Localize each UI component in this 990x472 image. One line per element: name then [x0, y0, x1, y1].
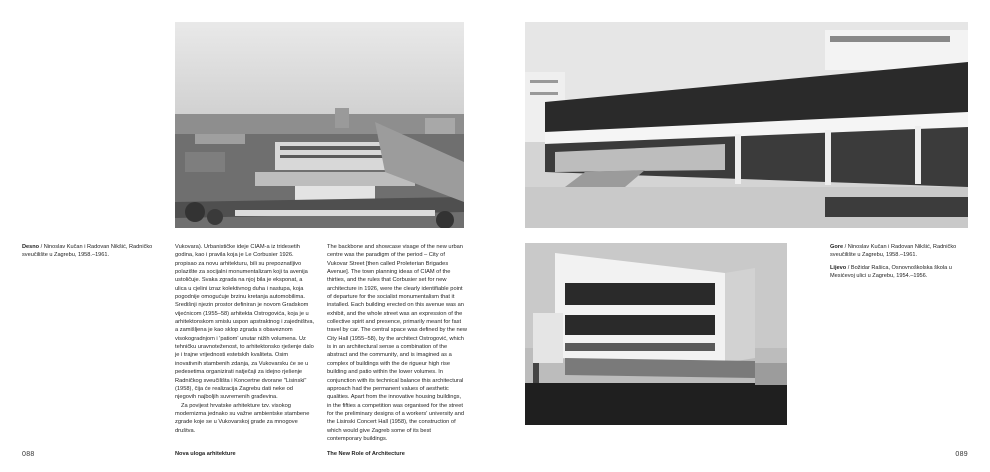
running-title-right: The New Role of Architecture: [327, 451, 405, 457]
concert-hall-photo: [525, 22, 968, 228]
running-title-left: Nova uloga arhitekture: [175, 451, 236, 457]
primary-school-photo: [525, 243, 787, 425]
page-number-left: 088: [22, 451, 35, 458]
caption-key-left: Lijevo: [830, 265, 847, 271]
caption-text-top: / Ninoslav Kučan i Radovan Nikšić, Radničko sveučilište u Zagrebu, 1958.–1961.: [830, 244, 957, 258]
page-number-right: 089: [955, 451, 968, 458]
paragraph: Vukovara). Urbanističke ideje CIAM-a iz tridesetih godina, kao i pravila koja je Le Corbusier 1926. propisao za novu arhitekturu, bili su prepoznatljivo polazište za socijalni monumentalizam koji ta avenija ustoličuje. Svaka zgrada na njoj bila je eksponat, a ulica u cjelini izraz kolektivnog duha i nastupa, koja pogodnije omogućuje brzinu kretanja automobilima. Središnji njezin prostor definiran je novom Gradskom vijećnicom (1955–58) arhitekta Ostrogovića, koja je u arhitektonskom smislu uspon apstraktnog i zajedništva, a zamišljena je kao sklop zgrada s obaveznom visokogradnjom i 'patiom' unutar nižih volumena. Uz tehničku uravnoteženost, to arhitektonsko rješenje dalo je i trajne vrijednosti estetskih kvaliteta. Osim inovativnih stambenih zdanja, za Vukovarsku će se u pedesetima organizirati natječaji za idejno rješenje Radničkog sveučilišta i Koncertne dvorane "Lisinski" (1958), čija će realizacija Zagrebu dati neke od njegovih najboljih suvremenih građevina.: [175, 244, 315, 401]
photo-caption-right: [830, 243, 970, 285]
photo-caption-left: [22, 243, 162, 264]
caption-key-top: Gore: [830, 244, 844, 250]
aerial-city-photo: [175, 22, 464, 228]
body-text-croatian: [175, 243, 315, 435]
paragraph: The backbone and showcase visage of the new urban centre was the paradigm of the period – City of Vukovar Street [then called Proleterian Brigades Avenue]. The town planning ideas of CIAM of the thirties, and the rules that Corbusier set for new architecture in 1926, were the clearly identifiable point of departure for the socialist monumentalism that it installed. Each building erected on this avenue was an exhibit, and the whole street was an expression of the collective spirit and presence, primarily meant for fast travel by car. The central space was defined by the new City Hall (1955–58), by the architect Ostrogović, which is in an architectural sense a combination of the abstract and the community, and is imagined as a complex of buildings with the de rigueur high rise building and patio within the lower volumes. In conjunction with its technical balance this architectural approach had the permanent values of aesthetic qualities. Apart from the innovative housing buildings, in the fifties a competition was organised for the street for the preliminary designs of a workers' university and the Lisinski Concert Hall (1958), the construction of which would give Zagreb some of its best contemporary buildings.: [327, 244, 467, 442]
paragraph: Za povijest hrvatske arhitekture tzv. visokog modernizma jednako su važne ambientske stambene zgrade koje se u Vukovarskoj grade za mnogove društva.: [175, 402, 310, 434]
body-text-english: [327, 243, 467, 443]
caption-text: / Ninoslav Kučan i Radovan Nikšić, Radničko sveučilište u Zagrebu, 1958.–1961.: [22, 244, 153, 258]
caption-text-left: / Božidar Rašica, Osnovnoškolska škola u Mesićevoj ulici u Zagrebu, 1954.–1956.: [830, 265, 952, 279]
caption-key: Desno: [22, 244, 40, 250]
